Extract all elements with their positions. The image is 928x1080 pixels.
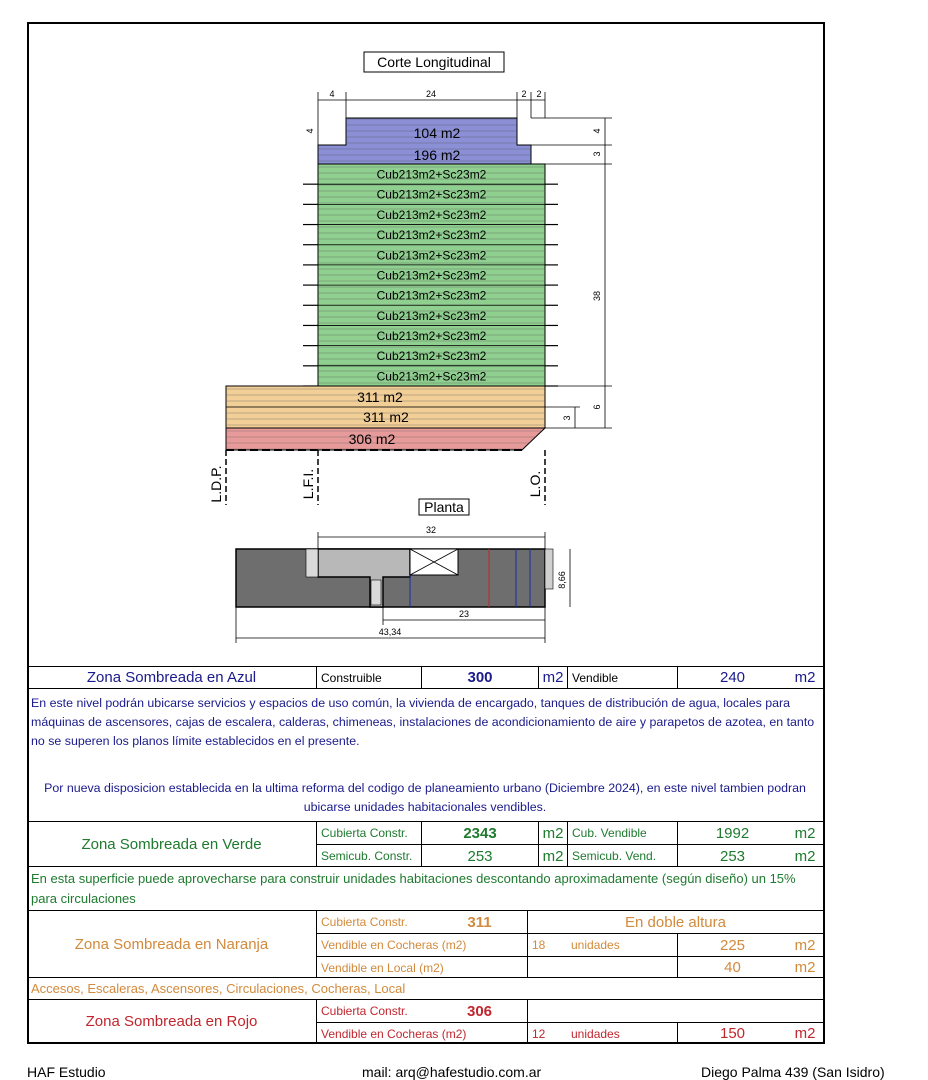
naranja-cocheras-value: 225 [677, 933, 787, 956]
verde-cub-vend-label: Cub. Vendible [567, 822, 677, 844]
naranja-unidades: unidades [567, 933, 677, 956]
blue-upper-label: 104 m2 [413, 125, 461, 141]
rojo-cocheras-units: 12 [527, 1022, 567, 1044]
azul-vendible-label: Vendible [567, 667, 677, 688]
verde-cub-label: Cubierta Constr. [316, 822, 421, 844]
rojo-cocheras-label: Vendible en Cocheras (m2) [316, 1022, 527, 1044]
green-floor-label: Cub213m2+Sc23m2 [376, 167, 487, 182]
green-floor-label: Cub213m2+Sc23m2 [376, 349, 487, 364]
naranja-local-blank [527, 956, 677, 978]
plan-title: Planta [424, 499, 464, 515]
naranja-description: Accesos, Escaleras, Ascensores, Circulaciones, Cocheras, Local [31, 981, 406, 996]
orange-upper-label: 311 m2 [357, 389, 403, 405]
naranja-cub-label: Cubierta Constr. [316, 911, 527, 933]
red-label: 306 m2 [348, 431, 396, 447]
verde-cub-vend-unit: m2 [794, 824, 816, 842]
blue-lower-label: 196 m2 [413, 147, 461, 163]
green-floor-label: Cub213m2+Sc23m2 [376, 328, 487, 343]
azul-construible-value: 300 [421, 667, 538, 688]
dim-right-3: 38 [592, 290, 602, 302]
naranja-row [27, 910, 825, 977]
rojo-cocheras-value: 150 [677, 1022, 787, 1044]
plan-dim-side: 8,66 [557, 571, 567, 589]
rojo-blank [527, 1000, 823, 1022]
azul-description-row [27, 688, 825, 821]
green-floor-label: Cub213m2+Sc23m2 [376, 268, 487, 283]
rojo-cocheras-unit: m2 [787, 1022, 823, 1044]
naranja-description-row [27, 977, 825, 999]
verde-semi-unit: m2 [538, 844, 567, 867]
verde-cub-unit: m2 [538, 822, 567, 844]
azul-zone-label: Zona Sombreada en Azul [86, 669, 257, 686]
rojo-row [27, 999, 825, 1043]
naranja-cub-value: 311 [467, 913, 492, 931]
naranja-cocheras-units: 18 [527, 933, 567, 956]
azul-construible-label: Construible [316, 667, 421, 688]
plan-dim-top: 32 [425, 525, 437, 535]
green-floor-label: Cub213m2+Sc23m2 [376, 248, 487, 263]
verde-description: En esta superficie puede aprovecharse para construir unidades habitaciones descontando aproximadamente (según diseño) un 15% para circulaciones [31, 871, 796, 906]
green-floor-label: Cub213m2+Sc23m2 [376, 369, 487, 384]
rojo-unidades: unidades [567, 1022, 677, 1044]
lo-label: L.O. [527, 470, 543, 498]
plan-dim-mid: 23 [458, 609, 470, 619]
naranja-local-label: Vendible en Local (m2) [316, 956, 527, 978]
ldp-label: L.D.P. [208, 465, 224, 503]
green-floor-label: Cub213m2+Sc23m2 [376, 228, 487, 243]
verde-semi-vend-value: 253 [677, 844, 787, 867]
rojo-zone-label: Zona Sombreada en Rojo [85, 1013, 258, 1030]
footer [0, 1064, 928, 1080]
dim-top-1: 4 [329, 89, 335, 99]
footer-address: Diego Palma 439 (San Isidro) [701, 1064, 885, 1080]
verde-cub-value: 2343 [421, 822, 538, 844]
azul-row [27, 666, 825, 688]
azul-vendible-value: 240 [677, 667, 787, 688]
verde-zone-label: Zona Sombreada en Verde [81, 835, 262, 853]
footer-mail: mail: arq@hafestudio.com.ar [362, 1064, 542, 1080]
verde-cub-vend-value: 1992 [677, 822, 787, 844]
green-floor-label: Cub213m2+Sc23m2 [376, 308, 487, 323]
rojo-cub-value: 306 [466, 1002, 493, 1020]
verde-description-row [27, 866, 825, 910]
footer-company: HAF Estudio [27, 1064, 106, 1080]
rojo-cub-label: Cubierta Constr. [316, 1000, 527, 1022]
naranja-local-unit: m2 [787, 956, 823, 978]
green-floor-label: Cub213m2+Sc23m2 [376, 207, 487, 222]
verde-semi-value: 253 [421, 844, 538, 867]
verde-row [27, 821, 825, 866]
azul-description-1: En este nivel podrán ubicarse servicios y espacios de uso común, la vivienda de encargado, tanques de distribución de agua, locales para máquinas de ascensores, cajas de escalera, calderas, chimeneas, instalaciones de acondicionamiento de aire y parapetos de azotea, en tanto no se superen los planos límite establecidos en el presente. [31, 696, 815, 748]
plan-dim-bottom: 43,34 [378, 627, 402, 637]
verde-semi-vend-unit: m2 [787, 844, 823, 867]
dim-top-4: 2 [536, 89, 542, 99]
azul-description-2: Por nueva disposicion establecida en la ultima reforma del codigo de planeamiento urbano (Diciembre 2024), en este nivel tambien podran ubicarse unidades habitacionales vendibles. [44, 781, 806, 814]
naranja-doble-altura: En doble altura [527, 911, 823, 933]
dim-right-4: 6 [592, 404, 602, 410]
dim-right-2: 3 [592, 151, 602, 157]
orange-lower-label: 311 m2 [363, 409, 409, 425]
verde-semi-vend-label: Semicub. Vend. [567, 844, 677, 867]
naranja-local-value: 40 [677, 956, 787, 978]
azul-unit-2: m2 [794, 669, 816, 686]
section-title: Corte Longitudinal [377, 54, 491, 70]
dim-top-3: 2 [521, 89, 527, 99]
dim-left: 4 [305, 128, 315, 134]
verde-semi-label: Semicub. Constr. [316, 844, 421, 867]
dim-right-5: 3 [562, 415, 572, 421]
lfi-label: L.F.I. [300, 468, 316, 500]
naranja-cocheras-unit: m2 [787, 933, 823, 956]
naranja-zone-label: Zona Sombreada en Naranja [74, 935, 269, 953]
azul-unit-1: m2 [538, 667, 567, 688]
dim-top-2: 24 [425, 89, 437, 99]
green-floor-label: Cub213m2+Sc23m2 [376, 187, 487, 202]
dim-right-1: 4 [592, 128, 602, 134]
naranja-cocheras-label: Vendible en Cocheras (m2) [316, 933, 527, 956]
green-floor-label: Cub213m2+Sc23m2 [376, 288, 487, 303]
